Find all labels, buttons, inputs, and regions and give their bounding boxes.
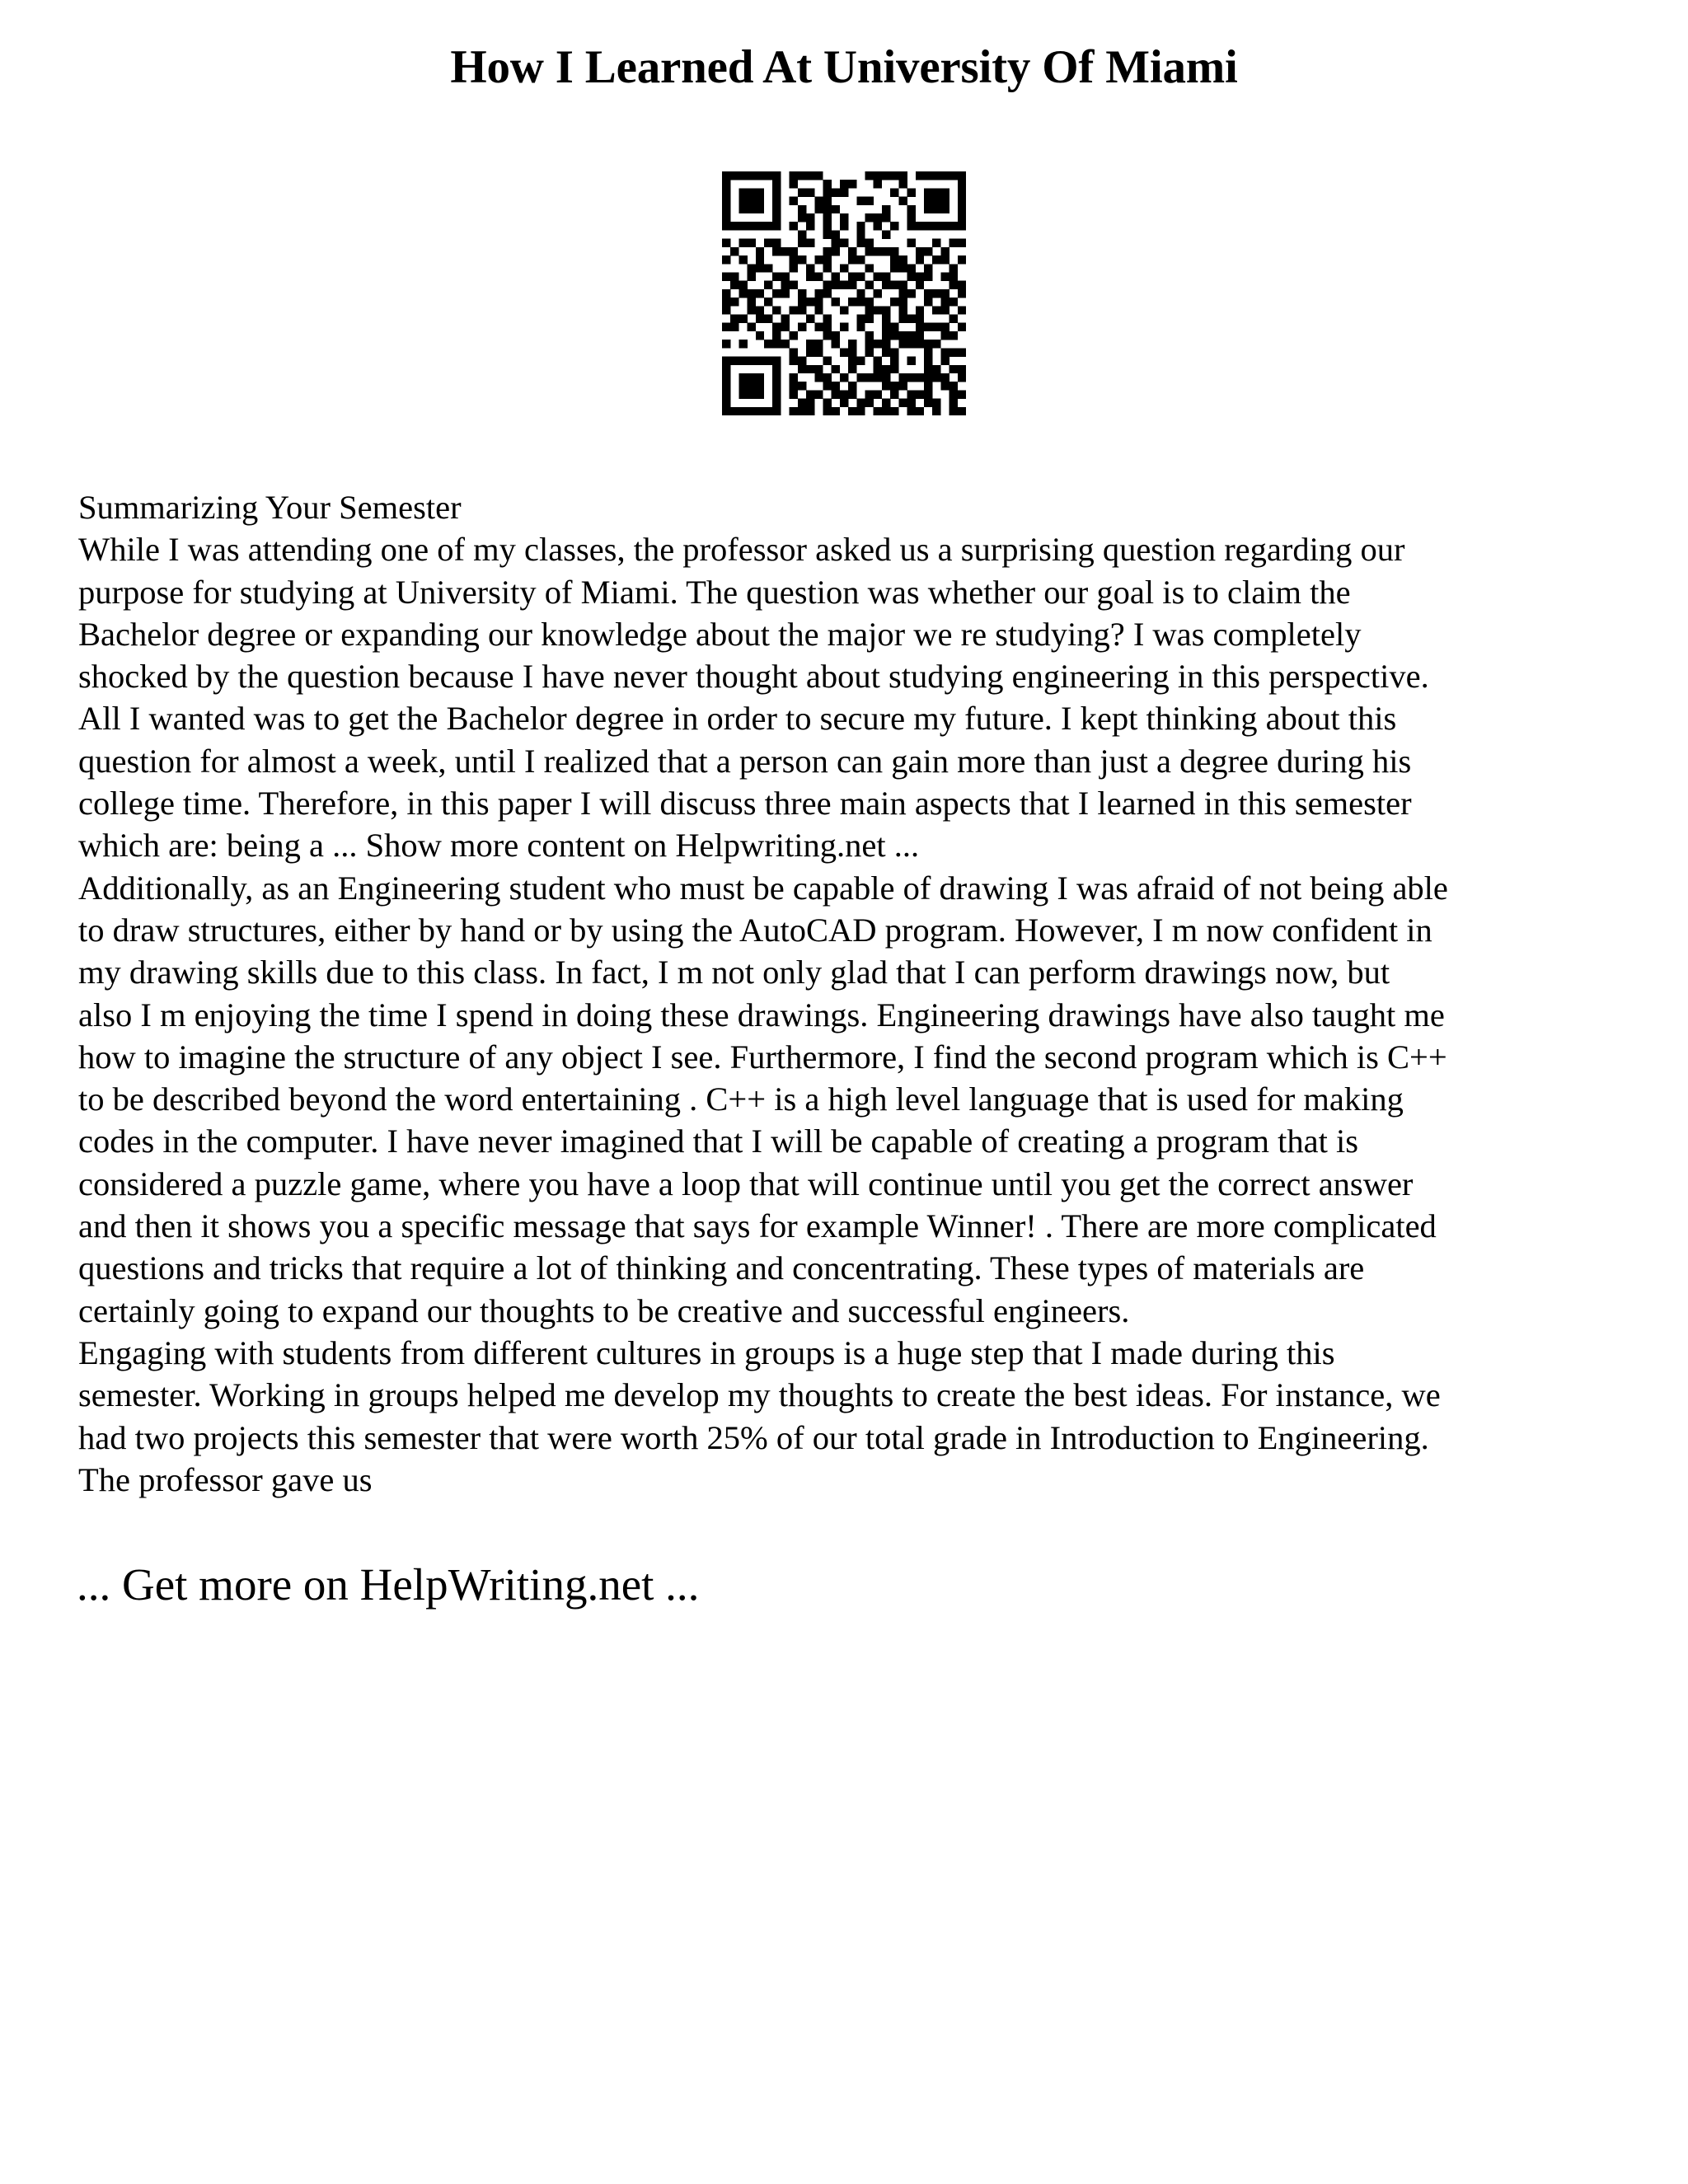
paragraph-line: and then it shows you a specific message that says for example Winner! . There are more complicated — [78, 1207, 1437, 1245]
qr-code — [722, 171, 966, 415]
paragraph-line: semester. Working in groups helped me develop my thoughts to create the best ideas. For instance, we — [78, 1376, 1441, 1414]
paragraph-line: considered a puzzle game, where you have a loop that will continue until you get the correct answer — [78, 1165, 1414, 1202]
paragraph-line: The professor gave us — [78, 1460, 373, 1498]
paragraph-line: to draw structures, either by hand or by using the AutoCAD program. However, I m now confident in — [78, 911, 1432, 949]
paragraph-line: had two projects this semester that were worth 25% of our total grade in Introduction to Engineering. — [78, 1418, 1429, 1456]
qr-code-icon — [722, 171, 966, 415]
paragraph-line: codes in the computer. I have never imagined that I will be capable of creating a program that is — [78, 1122, 1359, 1160]
paragraph-line: Engaging with students from different cultures in groups is a huge step that I made during this — [78, 1333, 1335, 1371]
paragraph-line: All I wanted was to get the Bachelor degree in order to secure my future. I kept thinking about this — [78, 700, 1397, 738]
get-more-link[interactable]: ... Get more on HelpWriting.net ... — [77, 1559, 700, 1610]
paragraph-line: to be described beyond the word entertaining . C++ is a high level language that is used for making — [78, 1080, 1404, 1118]
paragraph-line: question for almost a week, until I realized that a person can gain more than just a degree during his — [78, 742, 1412, 780]
paragraph-line: Additionally, as an Engineering student who must be capable of drawing I was afraid of not being able — [78, 869, 1448, 907]
paragraph-line: my drawing skills due to this class. In fact, I m not only glad that I can perform drawings now, but — [78, 954, 1390, 991]
paragraph-line: how to imagine the structure of any object I see. Furthermore, I find the second program which is C++ — [78, 1038, 1447, 1076]
section-heading: Summarizing Your Semester — [78, 489, 462, 526]
essay-body — [78, 486, 1644, 1501]
paragraph-line: While I was attending one of my classes, the professor asked us a surprising question regarding our — [78, 531, 1405, 569]
show-more-line[interactable]: which are: being a ... Show more content on Helpwriting.net ... — [78, 827, 920, 865]
paragraph-line: shocked by the question because I have never thought about studying engineering in this perspective. — [78, 658, 1429, 696]
paragraph-line: also I m enjoying the time I spend in doing these drawings. Engineering drawings have also taught me — [78, 996, 1445, 1033]
paragraph-line: certainly going to expand our thoughts to be creative and successful engineers. — [78, 1291, 1130, 1329]
page-title: How I Learned At University Of Miami — [450, 41, 1238, 93]
paragraph-line: questions and tricks that require a lot of thinking and concentrating. These types of materials are — [78, 1249, 1365, 1287]
paragraph-line: purpose for studying at University of Miami. The question was whether our goal is to claim the — [78, 573, 1351, 611]
paragraph-line: college time. Therefore, in this paper I will discuss three main aspects that I learned in this semester — [78, 785, 1412, 823]
paragraph-line: Bachelor degree or expanding our knowledge about the major we re studying? I was completely — [78, 615, 1362, 653]
